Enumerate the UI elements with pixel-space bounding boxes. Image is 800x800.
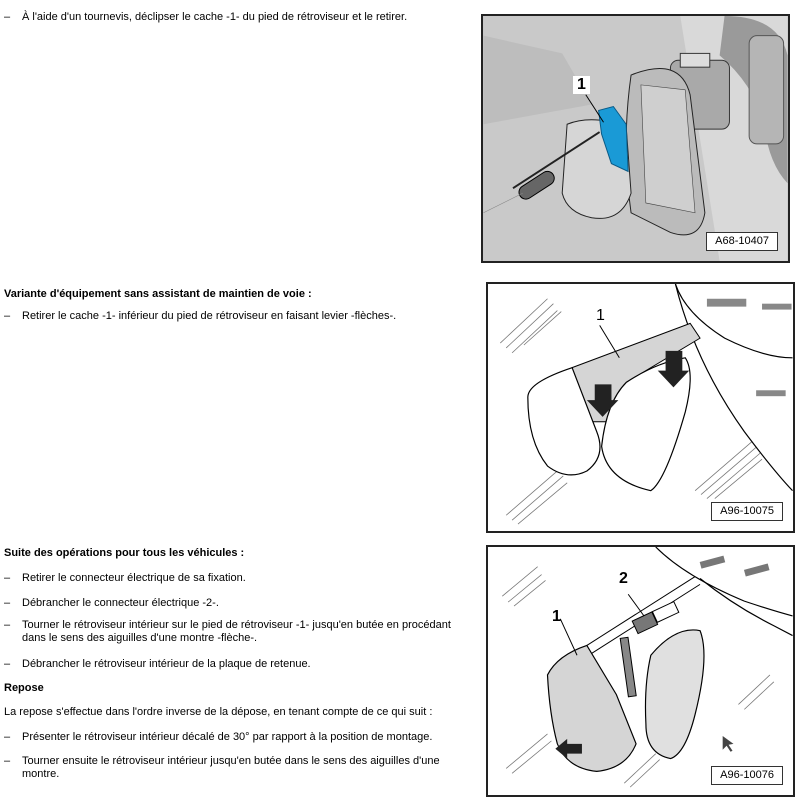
instruction-text: Retirer le cache -1- inférieur du pied de rétroviseur en faisant levier -flèches-. [22, 310, 397, 322]
bullet-dash: – [4, 755, 11, 767]
instruction-text: Tourner ensuite le rétroviseur intérieur jusqu'en butée dans le sens des aiguilles d'une montre. [22, 755, 440, 780]
instruction-step-unclip-cover [4, 11, 464, 24]
figure-id-label: A96-10076 [711, 766, 783, 785]
instruction-text: Débrancher le connecteur électrique -2-. [22, 597, 219, 609]
bullet-dash: – [4, 658, 11, 670]
callout-2: 2 [619, 570, 628, 587]
instruction-step [4, 755, 464, 781]
callout-1: 1 [596, 307, 605, 324]
illustration-mirror-connector [488, 547, 793, 795]
section-heading-variant: Variante d'équipement sans assistant de maintien de voie : [4, 288, 312, 300]
bullet-dash: – [4, 572, 11, 584]
instruction-step [4, 597, 464, 610]
instruction-text: Tourner le rétroviseur intérieur sur le pied de rétroviseur -1- jusqu'en butée en procédant dans le sens des aiguilles d'une montre -flèche-. [22, 619, 451, 644]
figure-id-label: A96-10075 [711, 502, 783, 521]
bullet-dash: – [4, 731, 11, 743]
instruction-text: Retirer le connecteur électrique de sa fixation. [22, 572, 246, 584]
instruction-text: À l'aide d'un tournevis, déclipser le cache -1- du pied de rétroviseur et le retirer. [22, 11, 408, 23]
instruction-text: Présenter le rétroviseur intérieur décalé de 30° par rapport à la position de montage. [22, 731, 433, 743]
bullet-dash: – [4, 11, 11, 23]
bullet-dash: – [4, 310, 11, 322]
bullet-dash: – [4, 597, 11, 609]
instruction-text: Débrancher le rétroviseur intérieur de la plaque de retenue. [22, 658, 311, 670]
repose-intro: La repose s'effectue dans l'ordre inverse de la dépose, en tenant compte de ce qui suit : [4, 706, 433, 718]
bullet-dash: – [4, 619, 11, 631]
cursor-icon [723, 736, 734, 752]
figure-remove-lower-cover [486, 282, 795, 533]
instruction-step [4, 310, 464, 323]
section-heading-repose: Repose [4, 682, 44, 694]
illustration-mirror-base-arrows [488, 284, 793, 531]
illustration-mirror-screwdriver [483, 16, 788, 261]
instruction-step [4, 619, 464, 645]
instruction-step [4, 658, 464, 671]
figure-disconnect-connector [486, 545, 795, 797]
figure-id-label: A68-10407 [706, 232, 778, 251]
section-heading-all-vehicles: Suite des opérations pour tous les véhicules : [4, 547, 245, 559]
instruction-step [4, 572, 464, 585]
figure-unclip-cover [481, 14, 790, 263]
instruction-step [4, 731, 464, 744]
callout-1: 1 [552, 608, 561, 625]
callout-1: 1 [573, 76, 590, 94]
